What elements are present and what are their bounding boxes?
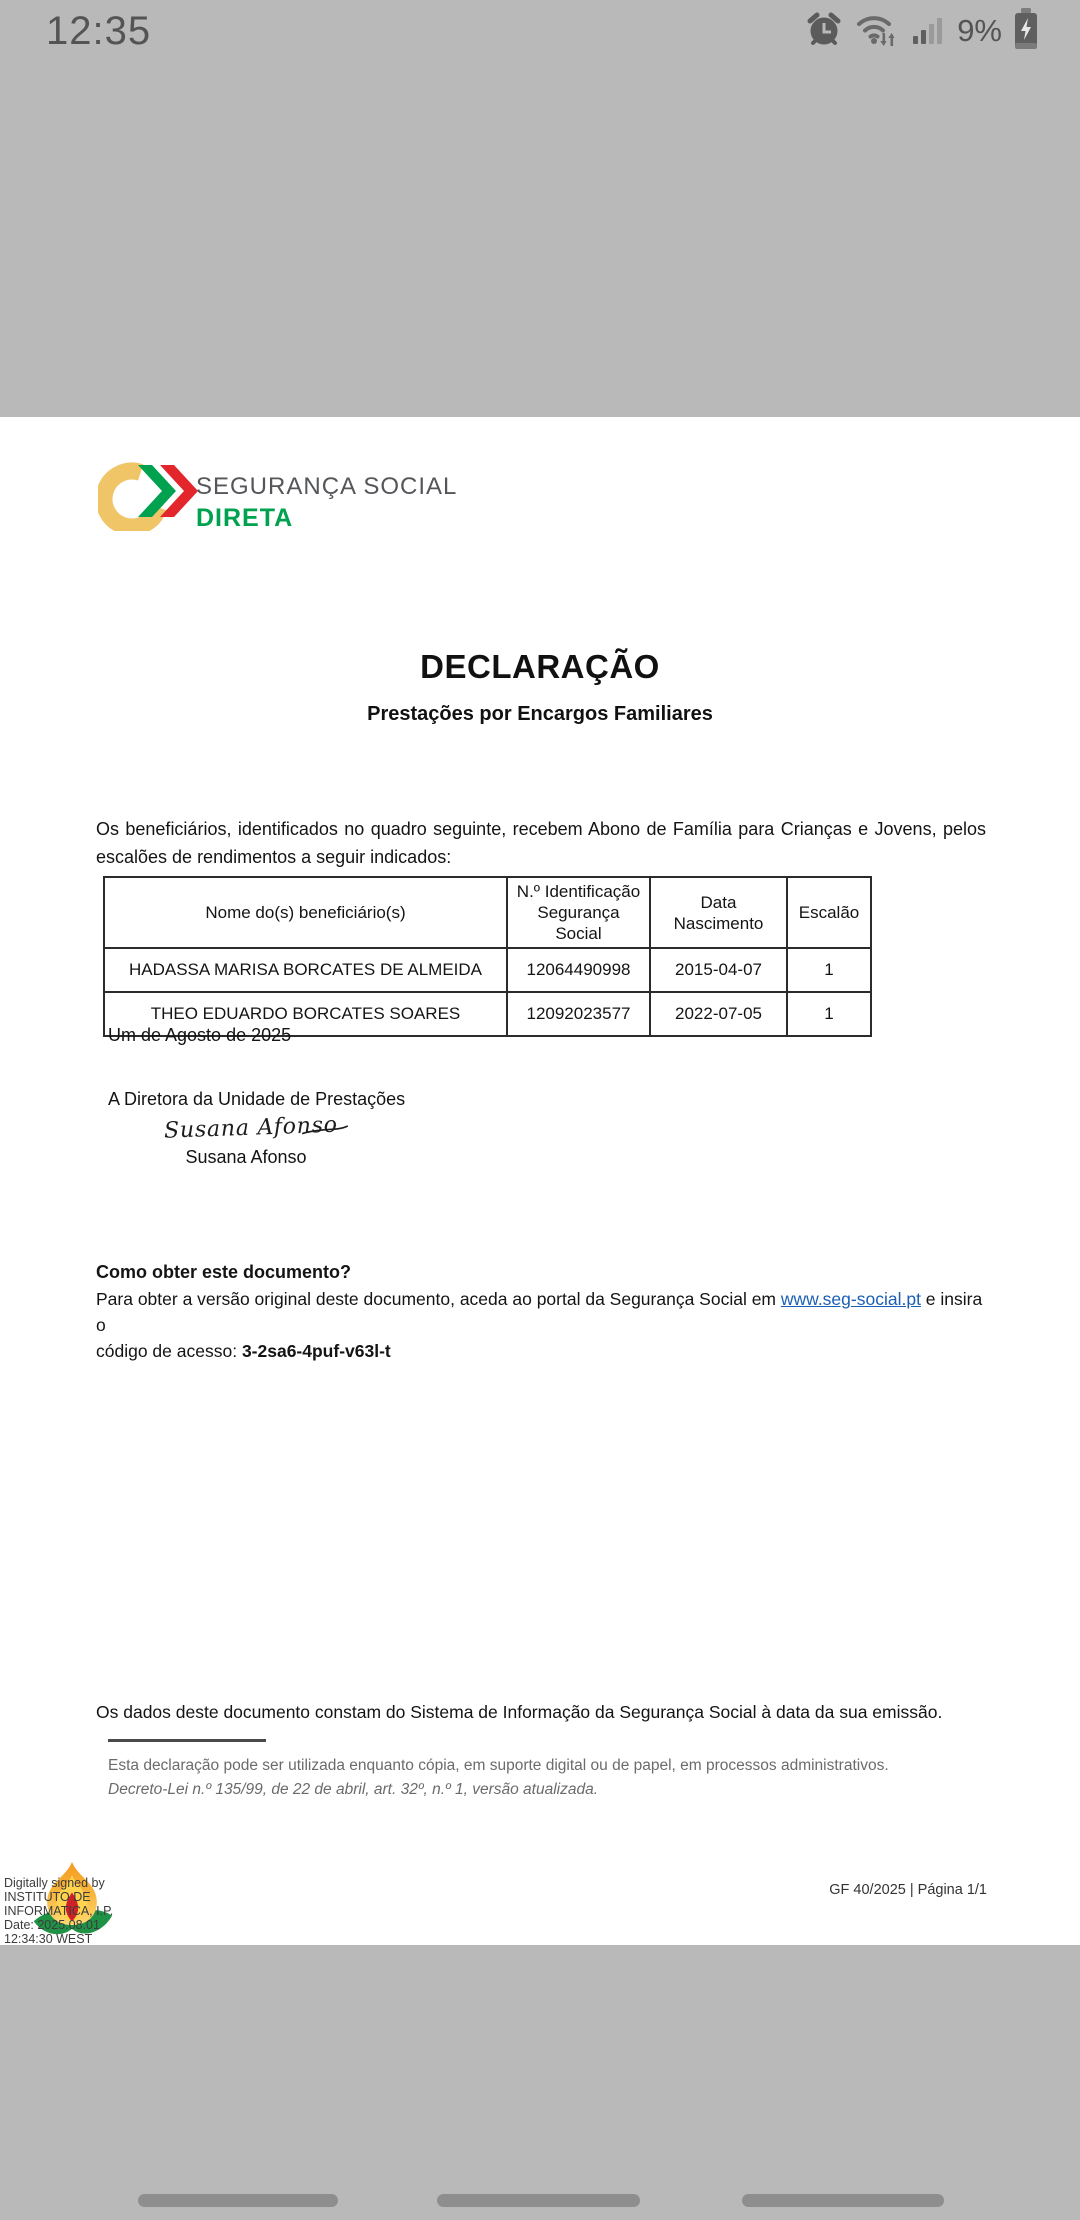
logo-name: SEGURANÇA SOCIAL [196,473,458,500]
stamp-line: INFORMATICA, I.P. [4,1904,114,1918]
beneficiaries-table [103,876,872,1037]
digital-signature-stamp [4,1860,234,1952]
battery-percent: 9% [957,13,1002,48]
intro-paragraph: Os beneficiários, identificados no quadro seguinte, recebem Abono de Família para Crianças e Jovens, pelos escalões de rendimentos a seguir indicados: [96,819,986,867]
signal-strength-icon [911,12,945,51]
footnote-divider [108,1739,266,1742]
document-page[interactable] [0,417,1080,1945]
logo-wordmark [196,473,457,533]
footer-reference: GF 40/2025 | Página 1/1 [829,1882,987,1898]
signer-name: Susana Afonso [185,1147,307,1167]
how-to-heading: Como obter este documento? [96,1262,352,1282]
access-code-label: código de acesso: [96,1341,242,1361]
stamp-text [4,1876,113,1946]
issue-date: Um de Agosto de 2025 [108,1025,292,1045]
stamp-line: INSTITUTO DE [4,1890,91,1904]
alarm-icon [805,10,843,53]
cell-birthdate: 2022-07-05 [650,992,787,1036]
col-header-niss: N.º Identificação Segurança Social [507,877,650,948]
wifi-data-icon [855,9,899,54]
document-subtitle: Prestações por Encargos Familiares [367,703,713,725]
nav-handle-right[interactable] [742,2194,944,2207]
stamp-line: Digitally signed by [4,1876,105,1890]
stamp-line: Date: 2025.08.01 [4,1918,100,1932]
table-row [104,948,871,992]
cell-niss: 12092023577 [507,992,650,1036]
nav-handle-left[interactable] [138,2194,338,2207]
seguranca-social-logo-icon [98,459,198,531]
battery-charging-icon [1014,8,1038,55]
status-icons [805,8,1038,55]
col-header-name: Nome do(s) beneficiário(s) [104,877,507,948]
document-title: DECLARAÇÃO [420,648,660,685]
emission-note: Os dados deste documento constam do Sistema de Informação da Segurança Social à data da sua emissão. [96,1702,943,1722]
cell-name: HADASSA MARISA BORCATES DE ALMEIDA [104,948,507,992]
pdf-viewer-background[interactable] [0,62,1080,2220]
seguranca-social-logo [98,459,198,536]
legal-line-decree: Decreto-Lei n.º 135/99, de 22 de abril, art. 32º, n.º 1, versão atualizada. [108,1781,599,1798]
col-header-bracket: Escalão [787,877,871,948]
legal-line-copy: Esta declaração pode ser utilizada enquanto cópia, em suporte digital ou de papel, em processos administrativos. [108,1757,889,1774]
table-header-row [104,877,871,948]
signature-script-text: Susana Afonso [163,1111,339,1144]
cell-bracket: 1 [787,948,871,992]
seg-social-link[interactable]: www.seg-social.pt [780,1289,921,1309]
how-to-body [96,1286,986,1364]
cell-birthdate: 2015-04-07 [650,948,787,992]
cell-niss: 12064490998 [507,948,650,992]
signer-role: A Diretora da Unidade de Prestações [108,1089,406,1109]
status-time: 12:35 [46,8,152,53]
how-to-text-after-link: e insira o [96,1289,983,1335]
legal-note [108,1754,889,1802]
access-code: 3-2sa6-4puf-v63l-t [241,1341,391,1361]
how-to-text-before-link: Para obter a versão original deste documento, aceda ao portal da Segurança Social em [96,1289,781,1309]
nav-handle-center[interactable] [437,2194,640,2207]
stamp-line: 12:34:30 WEST [4,1932,93,1946]
cell-bracket: 1 [787,992,871,1036]
col-header-birthdate: Data Nascimento [650,877,787,948]
status-bar [0,0,1080,62]
cell-name: THEO EDUARDO BORCATES SOARES [104,992,507,1036]
logo-product: DIRETA [196,504,294,532]
